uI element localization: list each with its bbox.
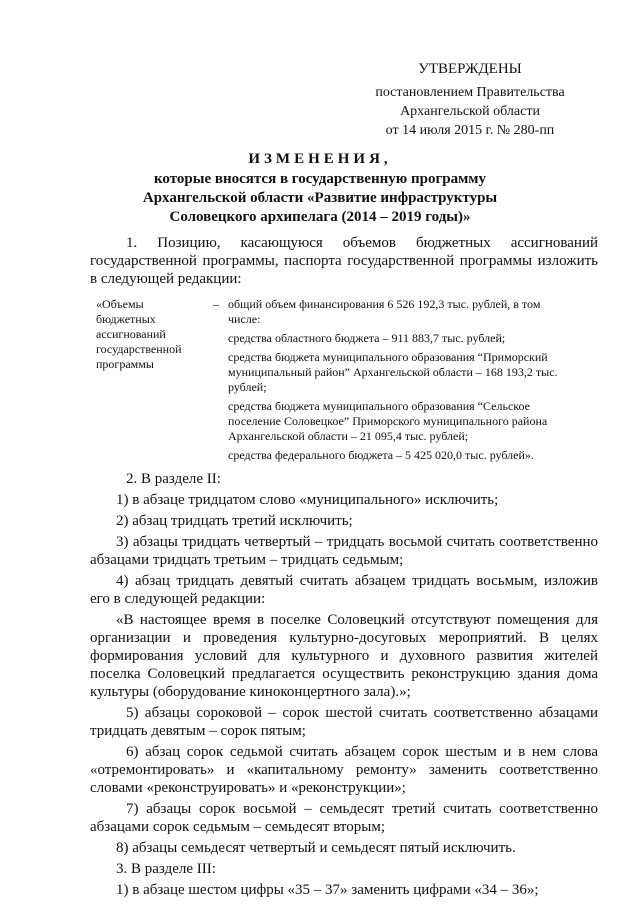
approval-line: постановлением Правительства [375, 85, 565, 100]
list-item: 7) абзацы сорок восьмой – семьдесят третий считать соответственно абзацами сорок седьмым – семьдесят вторым; [90, 801, 598, 835]
table-right-column [228, 297, 566, 467]
list-item: 3. В разделе III: [116, 861, 216, 877]
list-item: 1) в абзаце тридцатом слово «муниципального» исключить; [116, 492, 499, 508]
heading-subtitle: Архангельской области «Развитие инфраструктуры [142, 190, 498, 206]
table-row: средства бюджета муниципального образования “Приморский муниципальный район” Архангельской области – 168 193,2 тыс. рублей; [228, 350, 558, 394]
list-item: 1) в абзаце шестом цифры «35 – 37» заменить цифрами «34 – 36»; [116, 882, 539, 898]
heading-title: ИЗМЕНЕНИЯ, [248, 151, 392, 167]
table-row: средства областного бюджета – 911 883,7 тыс. рублей; [228, 331, 506, 345]
approval-title: УТВЕРЖДЕНЫ [418, 61, 522, 77]
list-item: 8) абзацы семьдесят четвертый и семьдесят пятый исключить. [116, 840, 516, 856]
approval-block [360, 60, 580, 140]
table-row: общий объем финансирования 6 526 192,3 тыс. рублей, в том числе: [228, 297, 541, 326]
list-item: 5) абзацы сороковой – сорок шестой считать соответственно абзацами тридцать девятым – сорок пятым; [90, 705, 598, 739]
list-item: 4) абзац тридцать девятый считать абзацем тридцать восьмым, изложив его в следующей редакции: [90, 573, 598, 607]
table-row: средства федерального бюджета – 5 425 020,0 тыс. рублей». [228, 448, 534, 462]
list-item: «В настоящее время в поселке Соловецкий отсутствуют помещения для организации и проведения культурно-досуговых мероприятий. В целях формирования условий для культурного и духовного развития жителей поселка Соловецкий предлагается осуществить реконструкцию здания дома культуры (оборудование киноконцертного зала).»; [90, 612, 598, 700]
intro-paragraph [90, 234, 598, 288]
intro-text: 1. Позицию, касающуюся объемов бюджетных ассигнований государственной программы, паспорта государственной программы изложить в следующей редакции: [90, 235, 598, 287]
approval-line: Архангельской области [400, 104, 540, 119]
table-dash: – [213, 297, 219, 311]
amendments-list [90, 470, 598, 902]
list-item: 2) абзац тридцать третий исключить; [116, 513, 353, 529]
heading-subtitle: которые вносятся в государственную программу [153, 171, 487, 187]
list-item: 6) абзац сорок седьмой считать абзацем сорок шестым и в нем слова «отремонтировать» и «капитальному ремонту» заменить соответственно словами «реконструировать» и «реконструкции»; [90, 744, 598, 796]
table-row: средства бюджета муниципального образования “Сельское поселение Соловецкое” Приморского муниципального района Архангельской области – 21 095,4 тыс. рублей; [228, 399, 548, 443]
approval-line: от 14 июля 2015 г. № 280-пп [385, 123, 555, 138]
document-heading [90, 150, 550, 227]
list-item: 2. В разделе II: [126, 471, 221, 487]
heading-subtitle: Соловецкого архипелага (2014 – 2019 годы)» [169, 209, 471, 225]
table-left-label: «Объемы бюджетных ассигнований государственной программы [96, 297, 182, 371]
list-item: 3) абзацы тридцать четвертый – тридцать восьмой считать соответственно абзацами тридцать третьим – тридцать седьмым; [90, 534, 598, 568]
